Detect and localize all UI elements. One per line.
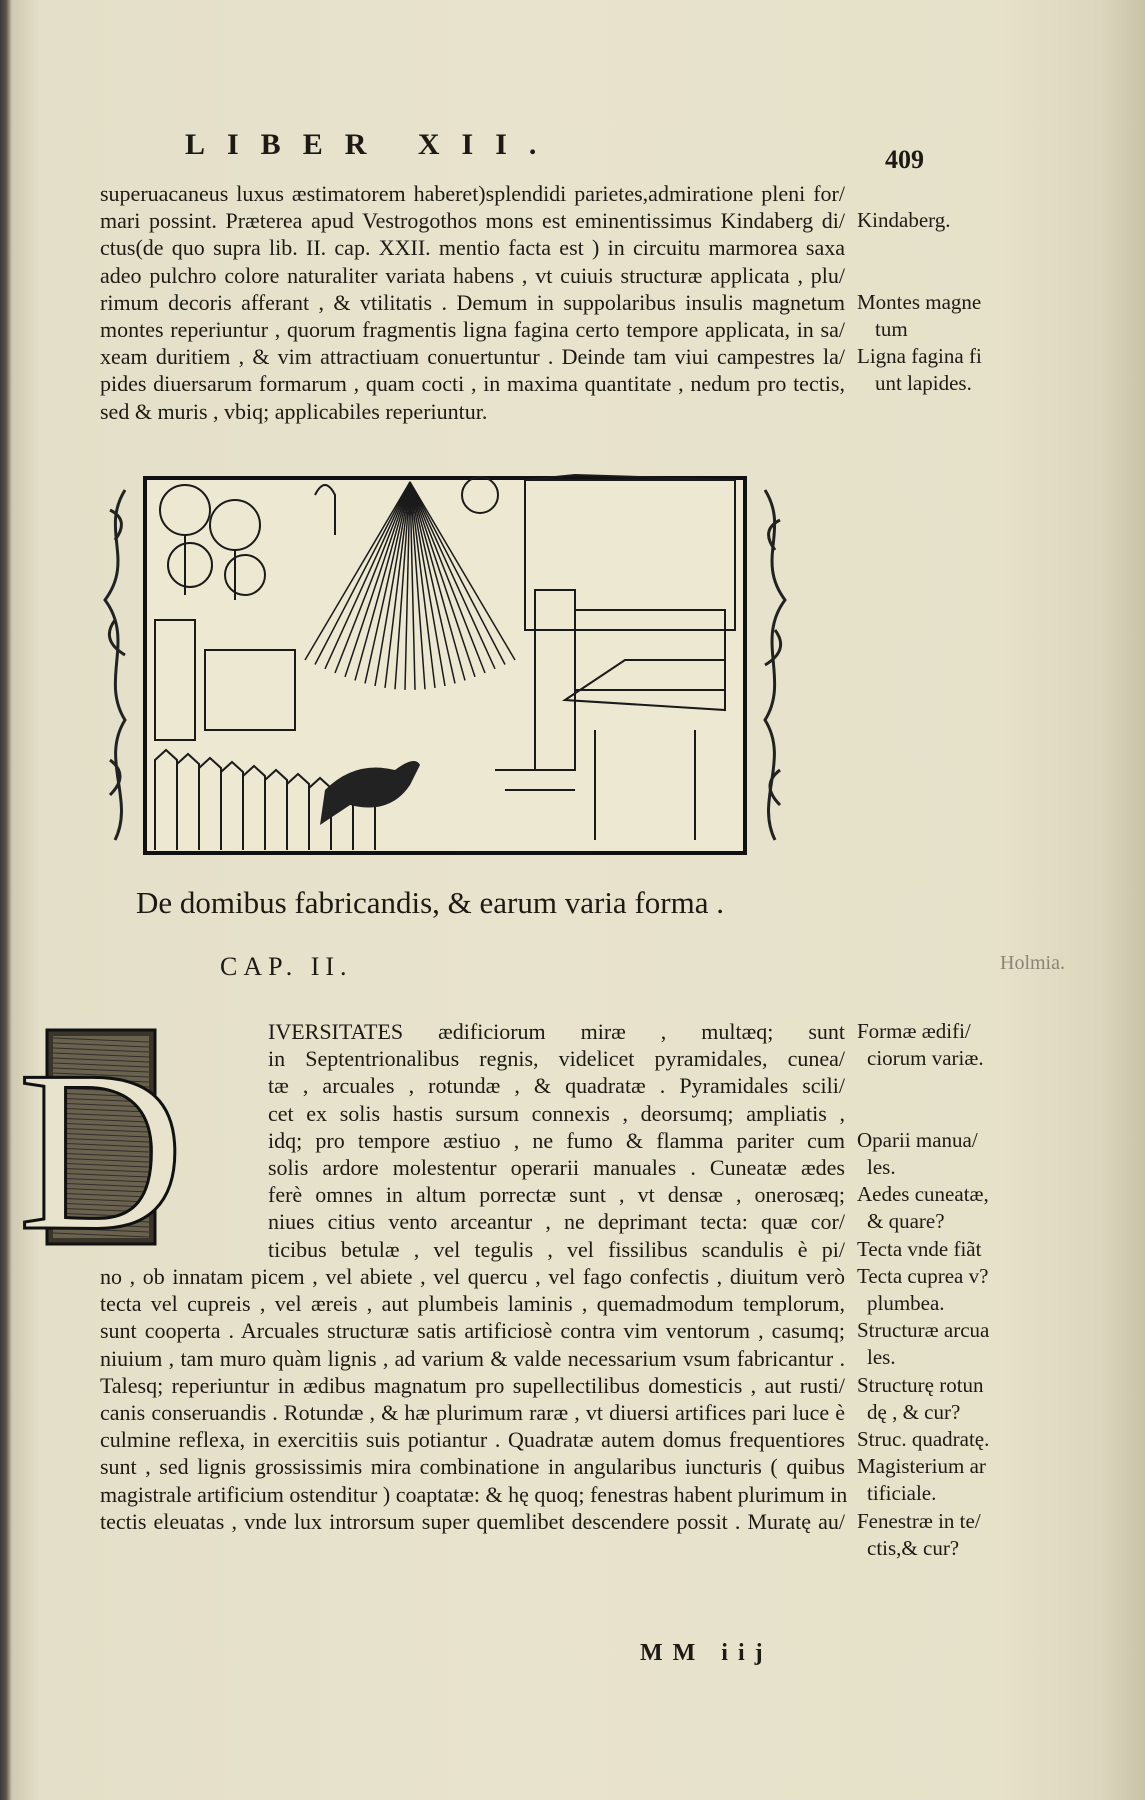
text-line: mari possint. Præterea apud Vestrogothos mons est eminentissimus Kindaberg di/	[100, 208, 845, 234]
text-line: IVERSITATES ædificiorum miræ , multæq; sunt	[268, 1019, 845, 1044]
body-marginalia	[857, 1018, 1022, 1562]
margin-note: tum	[875, 316, 908, 341]
margin-note: & quare?	[867, 1209, 945, 1234]
text-line: Talesq; reperiuntur in ædibus magnatum pro supellectilibus domesticis , aut rusti/	[100, 1372, 845, 1398]
text-line: pides diuersarum formarum , quam cocti , in maxima quantitate , nedum pro tectis,	[100, 371, 845, 397]
page-number: 409	[885, 145, 924, 174]
text-line: sed & muris , vbiq; applicabiles reperiuntur.	[100, 398, 488, 424]
margin-note: Structurę rotun	[857, 1372, 984, 1397]
text-line: xeam duritiem , & vim attractiuam conuertuntur . Deinde tam viui campestres la/	[100, 344, 845, 370]
text-line: cet ex solis hastis sursum connexis , deorsumq; ampliatis ,	[268, 1100, 845, 1126]
decorated-initial	[17, 1023, 185, 1278]
initial-letter: D	[17, 1023, 185, 1278]
text-line: ticibus betulæ , vel tegulis , vel fissilibus scandulis è pi/	[268, 1236, 845, 1262]
text-line: niuium , tam muro quàm lignis , ad varium & valde necessarium vsum fabricantur .	[100, 1345, 845, 1371]
text-line: sunt , sed lignis grossissimis mira combinatione in angularibus iuncturis ( quibus	[100, 1454, 845, 1480]
faint-margin-note: Holmia.	[1000, 952, 1065, 974]
margin-note: Formæ ædifi/	[857, 1019, 971, 1043]
body-paragraph-indented	[268, 1018, 845, 1263]
ornament-border-right	[765, 490, 785, 840]
text-line: ferè omnes in altum porrectæ sunt , vt densæ , onerosæq;	[268, 1182, 845, 1208]
margin-note: plumbea.	[867, 1291, 945, 1316]
margin-note	[857, 234, 1022, 261]
text-line: culmine reflexa, in exercitiis suis potiantur . Quadratæ autem domus frequentiores	[100, 1427, 845, 1453]
text-line: superuacaneus luxus æstimatorem haberet)splendidi parietes,admiratione pleni for/	[100, 181, 845, 206]
margin-note	[857, 1100, 1022, 1127]
text-line: idq; pro tempore æstiuo , ne fumo & flamma pariter cum	[268, 1127, 845, 1153]
text-line: no , ob innatam picem , vel abiete , vel quercu , vel fago confectis , diuitum verò	[100, 1264, 845, 1289]
margin-note: tificiale.	[867, 1481, 937, 1506]
margin-note: les.	[867, 1155, 896, 1180]
margin-note: Tecta vnde fiãt	[857, 1236, 982, 1261]
margin-note: Magisterium ar	[857, 1454, 986, 1479]
text-line: tecta vel cupreis , vel æreis , aut plumbeis laminis , quemadmodum templorum,	[100, 1291, 845, 1317]
illustration-caption: De domibus fabricandis, & earum varia forma .	[136, 885, 724, 920]
margin-note: Fenestræ in te/	[857, 1508, 981, 1533]
text-line: canis conseruandis . Rotundæ , & hæ plurimum raræ , vt diuersi artifices pari luce è	[100, 1400, 845, 1426]
text-line: montes reperiuntur , quorum fragmentis ligna fagina certo tempore applicata, in sa/	[100, 317, 845, 343]
margin-note: ciorum variæ.	[867, 1046, 984, 1071]
text-line: tæ , arcuales , rotundæ , & quadratæ . Pyramidales scili/	[268, 1073, 845, 1099]
text-line: adeo pulchro colore naturaliter variata habens , vt cuiuis structuræ applicata , plu/	[100, 262, 845, 288]
text-line: sunt cooperta . Arcuales structuræ satis artificiosè contra vim ventorum , casumq;	[100, 1318, 845, 1344]
text-line: niues citius vento arceantur , ne deprimant tecta: quæ cor/	[268, 1209, 845, 1235]
text-line: in Septentrionalibus regnis, videlicet pyramidales, cunea/	[268, 1046, 845, 1072]
running-title: LIBER XII.	[185, 128, 559, 161]
signature-mark: MM iij	[640, 1640, 773, 1666]
text-line: solis ardore molestentur operarii manuales . Cuneatæ ædes	[268, 1155, 845, 1181]
margin-note: Oparii manua/	[857, 1127, 978, 1152]
margin-note: Montes magne	[857, 289, 982, 314]
top-marginalia	[857, 207, 1022, 397]
text-line: ctus(de quo supra lib. II. cap. XXII. mentio facta est ) in circuitu marmorea saxa	[100, 235, 845, 261]
top-paragraph	[100, 180, 845, 425]
text-line: magistrale artificium ostenditur ) coaptatæ: & hę quoq; fenestras habent plurimum in	[100, 1481, 848, 1507]
margin-note: dę , & cur?	[867, 1399, 961, 1424]
body-paragraph	[100, 1263, 848, 1535]
chapter-heading: CAP. II.	[220, 952, 353, 981]
margin-note: Structuræ arcua	[857, 1318, 990, 1343]
ornament-border-left	[105, 490, 125, 840]
text-line: tectis eleuatas , vnde lux introrsum super quemlibet descendere possit . Muratę au/	[100, 1508, 845, 1534]
margin-note	[857, 261, 1022, 288]
margin-note: Ligna fagina fi	[857, 344, 982, 369]
text-line: rimum decoris afferant , & vtilitatis . Demum in suppolaribus insulis magnetum	[100, 289, 845, 315]
margin-note	[857, 1072, 1022, 1099]
margin-note: Tecta cuprea v?	[857, 1263, 989, 1288]
margin-note: unt lapides.	[875, 371, 972, 396]
woodcut-illustration	[95, 470, 795, 860]
margin-note: Struc. quadratę.	[857, 1427, 990, 1452]
margin-note: les.	[867, 1345, 896, 1370]
margin-note: Kindaberg.	[857, 208, 951, 232]
margin-note: ctis,& cur?	[867, 1535, 960, 1560]
margin-note: Aedes cuneatæ,	[857, 1182, 989, 1207]
